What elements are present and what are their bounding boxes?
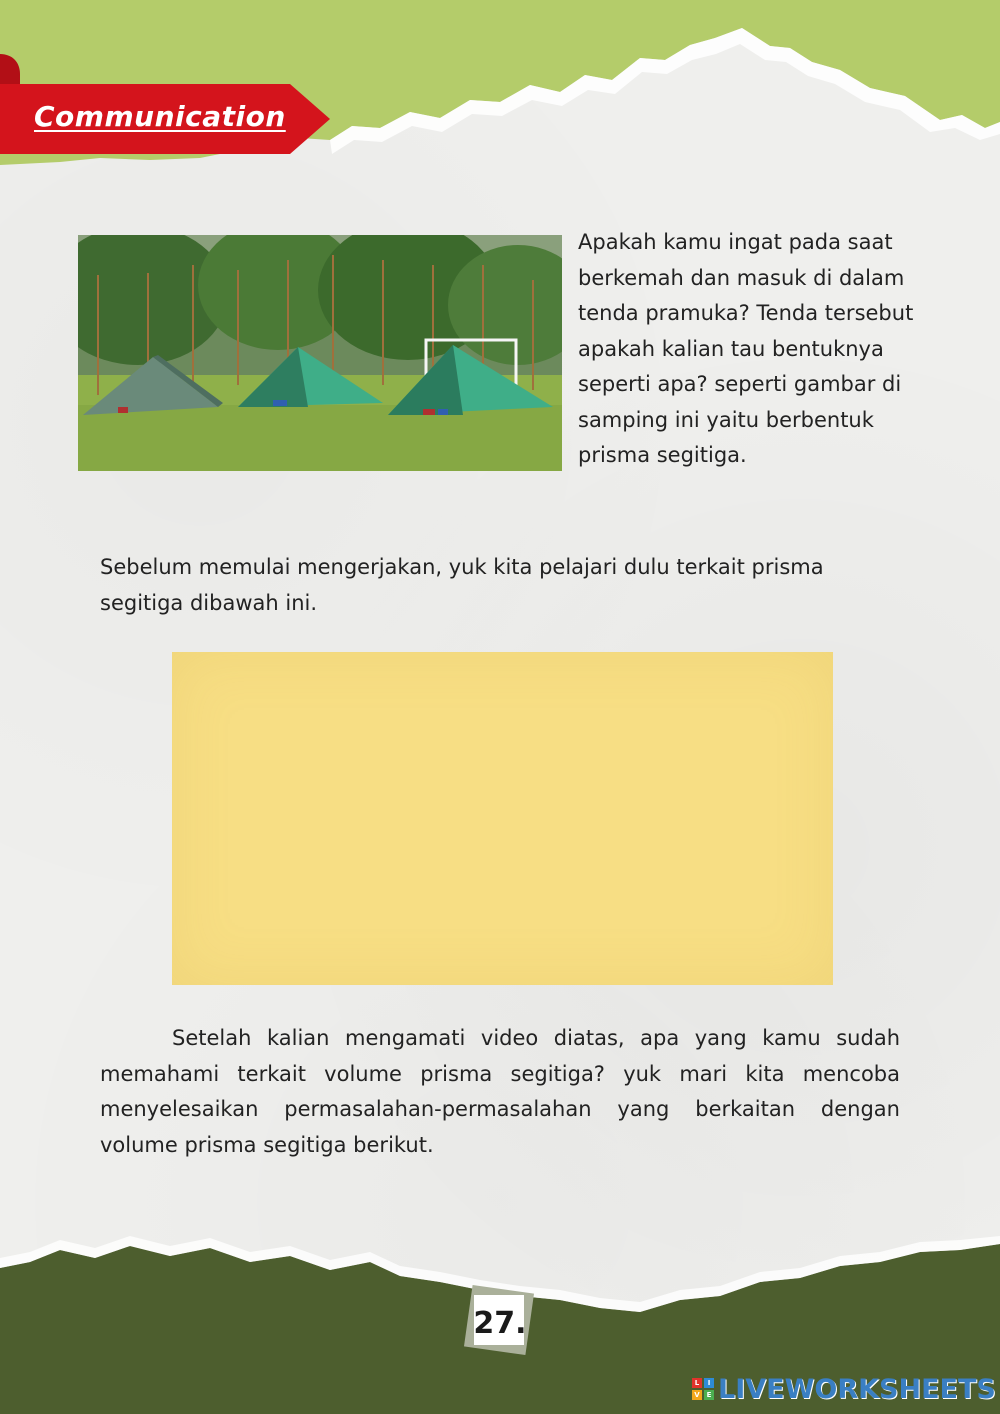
liveworksheets-squares-icon: L I V E — [692, 1378, 714, 1400]
liveworksheets-logo — [692, 1372, 996, 1406]
liveworksheets-text: LIVEWORKSHEETS — [718, 1373, 996, 1405]
tents-photo — [78, 235, 562, 471]
paragraph-after-video: Setelah kalian mengamati video diatas, apa yang kamu sudah memahami terkait volume prisma segitiga? yuk mari kita mencoba menyelesaikan permasalahan-permasalahan yang berkaitan dengan volume prisma segitiga berikut. — [100, 1026, 900, 1157]
paragraph-intro-video: Sebelum memulai mengerjakan, yuk kita pelajari dulu terkait prisma segitiga dibawah ini. — [100, 555, 824, 615]
video-placeholder[interactable] — [172, 652, 833, 985]
page-number: 27. — [473, 1306, 527, 1341]
section-title: Communication — [34, 100, 286, 133]
intro-paragraph: Apakah kamu ingat pada saat berkemah dan masuk di dalam tenda pramuka? Tenda tersebut apakah kalian tau bentuknya seperti apa? seperti gambar di samping ini yaitu berbentuk prisma segitiga. — [578, 230, 914, 467]
tents-photo-icon — [78, 235, 562, 471]
